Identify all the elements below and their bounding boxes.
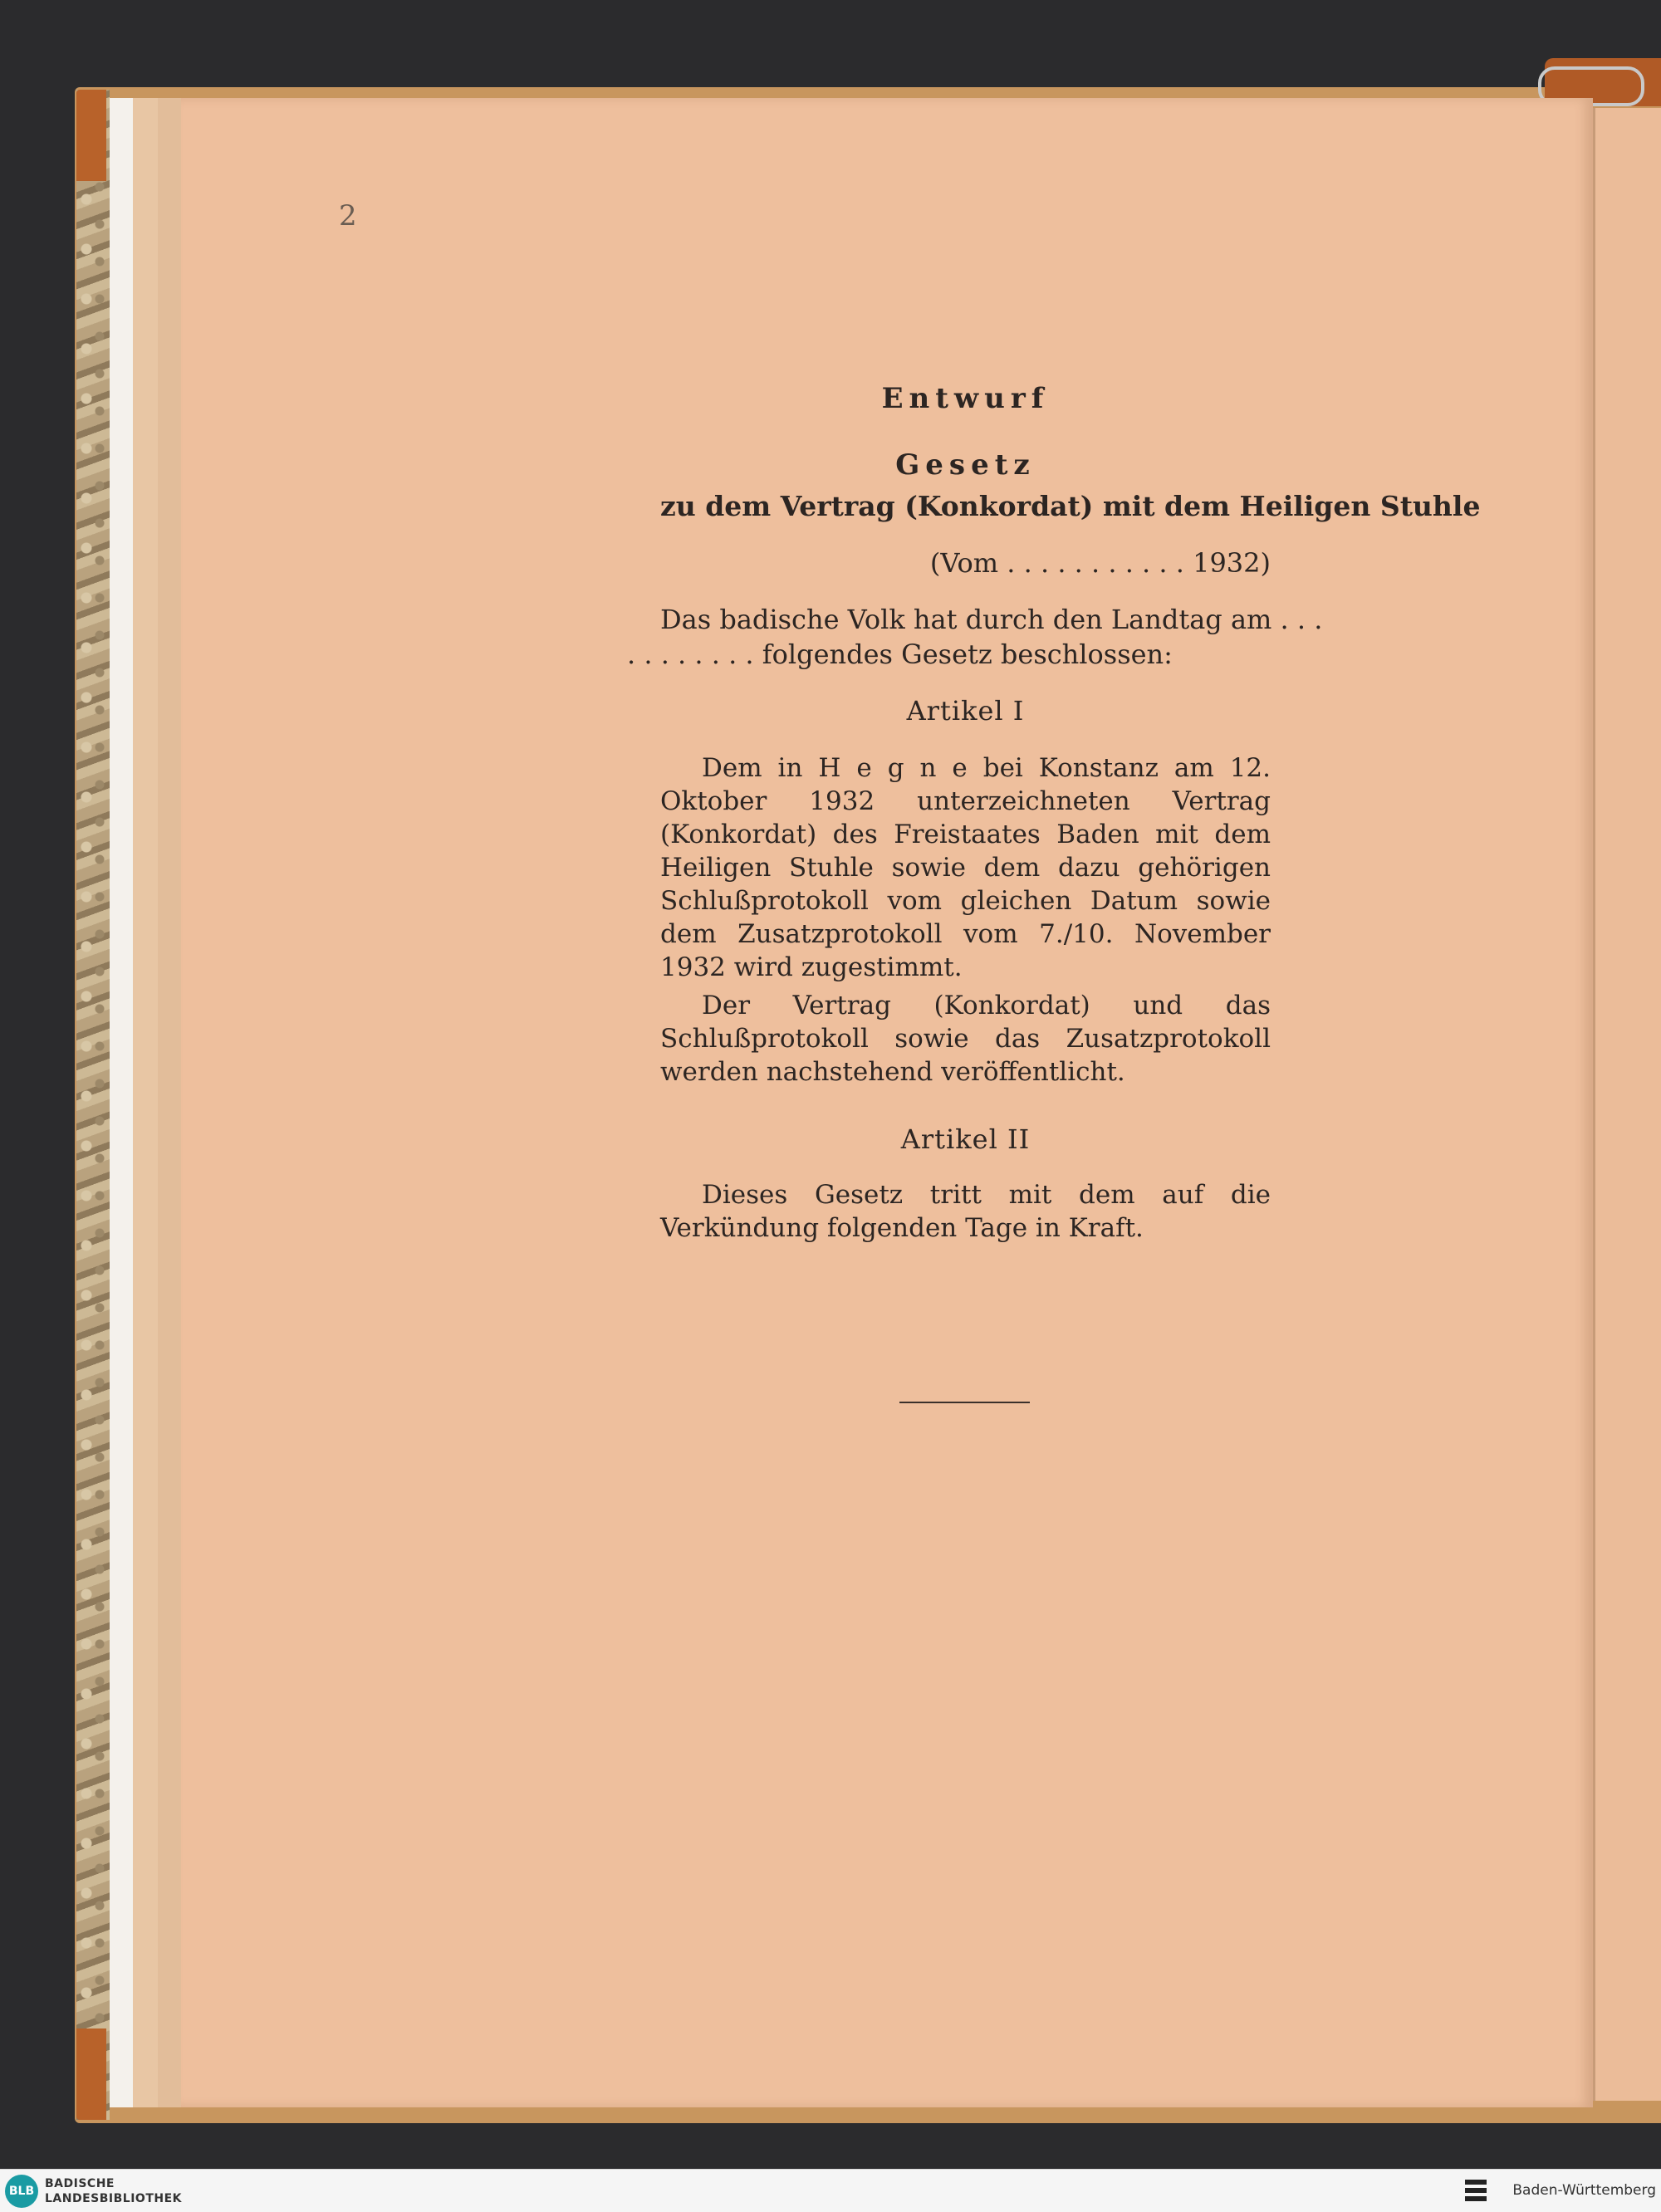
library-name[interactable]: [45, 2176, 182, 2206]
law-subtitle: zu dem Vertrag (Konkordat) mit dem Heiligen Stuhle: [660, 490, 1481, 522]
article-1-heading: Artikel I: [906, 695, 1025, 727]
article-2-paragraph-1: Dieses Gesetz tritt mit dem auf die Verkündung folgenden Tage in Kraft.: [660, 1180, 1271, 1243]
leather-corner-top: [76, 90, 106, 181]
page-number: 2: [339, 199, 357, 232]
date-line: (Vom . . . . . . . . . . . 1932): [929, 547, 1271, 579]
viewer-footer: [0, 2169, 1661, 2212]
heading-entwurf: Entwurf: [881, 382, 1050, 415]
article-1-paragraph-2: Der Vertrag (Konkordat) und das Schlußprotokoll sowie das Zusatzprotokoll werden nachstehend veröffentlicht.: [660, 991, 1271, 1087]
page-edge: [133, 98, 158, 2107]
closing-rule: [899, 1402, 1030, 1403]
intro-line-1: Das badische Volk hat durch den Landtag am . . .: [660, 604, 1323, 635]
blb-logo-icon[interactable]: BLB: [5, 2175, 38, 2208]
text-block: [627, 382, 1481, 1245]
article-1-paragraph-1: Dem in H e g n e bei Konstanz am 12. Oktober 1932 unterzeichneten Vertrag (Konkordat) des Freistaates Baden mit dem Heiligen Stuhle sowie dem dazu gehörigen Schlußprotokoll vom gleichen Datum sowie dem Zusatzprotokoll vom 7./10. November 1932 wird zugestimmt.: [660, 753, 1271, 982]
marbled-binding: [76, 90, 110, 2120]
heading-gesetz: Gesetz: [895, 448, 1036, 482]
article-2-heading: Artikel II: [900, 1123, 1031, 1155]
intro-line-2: . . . . . . . . folgendes Gesetz beschlossen:: [627, 639, 1173, 670]
facing-page-edge: [1593, 108, 1661, 2101]
leather-corner-bottom: [76, 2028, 106, 2120]
state-crest-icon: [1463, 2178, 1488, 2205]
state-name[interactable]: Baden-Württemberg: [1512, 2182, 1656, 2199]
library-name-line-2: LANDESBIBLIOTHEK: [45, 2192, 183, 2205]
library-name-line-1: BADISCHE: [45, 2177, 115, 2190]
